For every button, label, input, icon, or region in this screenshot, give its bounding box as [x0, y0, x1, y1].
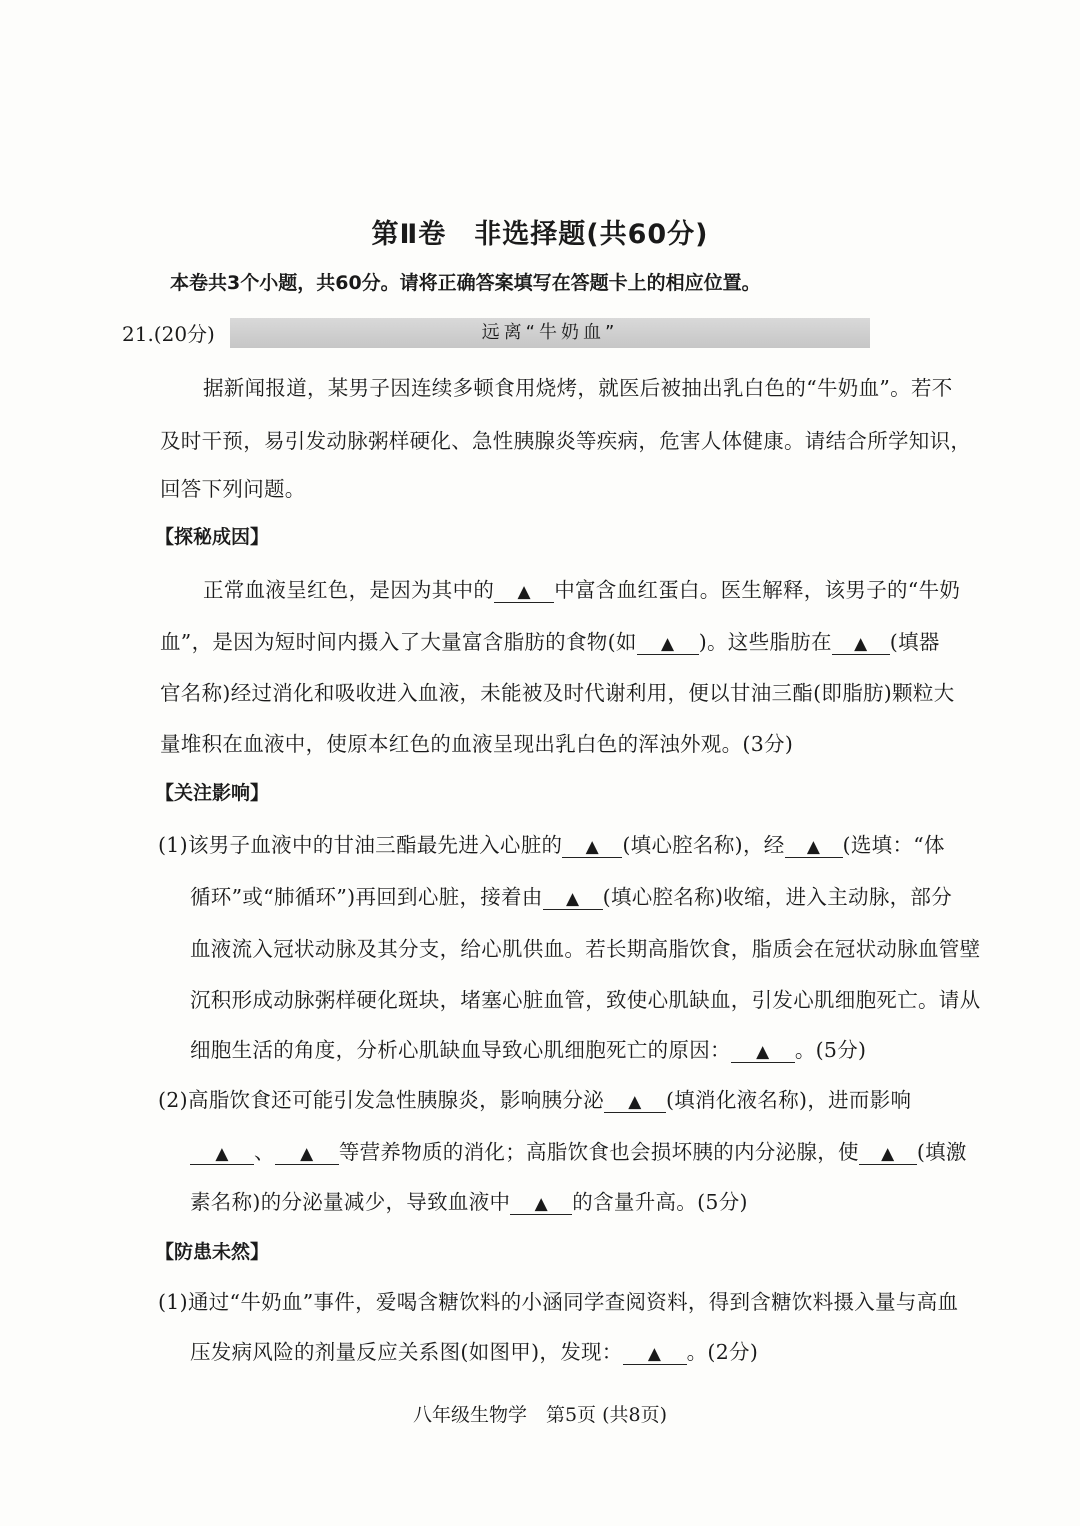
triangle-icon: ▲ [628, 1092, 642, 1112]
s1-line-1 [203, 573, 960, 603]
s2-q1-line-2 [190, 880, 952, 910]
s2-text: 循环”或“肺循环”)再回到心脏，接着由 [190, 885, 543, 909]
background-line-3: 回答下列问题。 [160, 477, 306, 501]
answer-blank[interactable] [543, 886, 603, 910]
s3-text: 。(2分) [686, 1340, 759, 1364]
triangle-icon: ▲ [647, 1344, 662, 1364]
s2-q2-line-2 [190, 1135, 967, 1165]
triangle-icon: ▲ [565, 889, 580, 909]
background-line-1: 据新闻报道，某男子因连续多顿食用烧烤，就医后被抽出乳白色的“牛奶血”。若不 [203, 376, 953, 400]
section-header-prevention: 【防患未然】 [155, 1241, 270, 1263]
answer-blank[interactable] [785, 834, 843, 858]
answer-blank[interactable] [859, 1141, 917, 1165]
s2-q1-line-1 [158, 828, 945, 858]
s2-text: (填心腔名称)收缩，进入主动脉，部分 [602, 885, 953, 909]
s2-text: (填消化液名称)，进而影响 [665, 1088, 912, 1112]
part-title: 第Ⅱ卷 非选择题(共60分) [371, 219, 709, 250]
answer-blank[interactable] [637, 631, 699, 655]
s1-text: 血”，是因为短时间内摄入了大量富含脂肪的食物(如 [160, 630, 637, 654]
s2-text: (填激 [916, 1140, 967, 1164]
s2-text: 素名称)的分泌量减少，导致血液中 [190, 1190, 511, 1214]
part-instructions: 本卷共3个小题，共60分。请将正确答案填写在答题卡上的相应位置。 [170, 272, 761, 294]
s2-text: (选填：“体 [842, 833, 945, 857]
section-header-effects: 【关注影响】 [155, 782, 270, 804]
question-number: 21.(20分) [122, 322, 215, 346]
answer-blank[interactable] [562, 834, 622, 858]
s1-text: (填器 [889, 630, 940, 654]
s2-text: 等营养物质的消化；高脂饮食也会损坏胰的内分泌腺，使 [338, 1140, 859, 1164]
page-footer: 八年级生物学 第5页 (共8页) [412, 1404, 668, 1426]
s1-line-4: 量堆积在血液中，使原本红色的血液呈现出乳白色的浑浊外观。(3分) [160, 732, 794, 756]
triangle-icon: ▲ [806, 837, 821, 857]
triangle-icon: ▲ [585, 837, 600, 857]
triangle-icon: ▲ [534, 1194, 548, 1214]
background-line-2: 及时干预，易引发动脉粥样硬化、急性胰腺炎等疾病，危害人体健康。请结合所学知识， [160, 429, 972, 453]
triangle-icon: ▲ [881, 1144, 895, 1164]
triangle-icon: ▲ [854, 634, 868, 654]
s1-text: )。这些脂肪在 [698, 630, 832, 654]
s2-text: 细胞生活的角度，分析心肌缺血导致心肌细胞死亡的原因： [190, 1038, 731, 1062]
s2-text: 的含量升高。(5分) [572, 1190, 748, 1214]
answer-blank[interactable] [510, 1191, 572, 1215]
triangle-icon: ▲ [215, 1144, 229, 1164]
s1-line-3: 官名称)经过消化和吸收进入血液，未能被及时代谢利用，便以甘油三酯(即脂肪)颗粒大 [160, 681, 955, 705]
triangle-icon: ▲ [300, 1144, 314, 1164]
s2-q1-line-4: 沉积形成动脉粥样硬化斑块，堵塞心脏血管，致使心肌缺血，引发心肌细胞死亡。请从 [190, 988, 981, 1012]
s2-q2-line-3 [190, 1185, 748, 1215]
answer-blank[interactable] [731, 1039, 795, 1063]
answer-blank[interactable] [604, 1089, 666, 1113]
answer-blank[interactable] [832, 631, 890, 655]
s1-text: 正常血液呈红色，是因为其中的 [203, 578, 495, 602]
s2-text: 。(5分) [794, 1038, 867, 1062]
answer-blank[interactable] [494, 579, 554, 603]
s2-text: (1)该男子血液中的甘油三酯最先进入心脏的 [158, 833, 563, 857]
triangle-icon: ▲ [661, 634, 675, 654]
s2-q2-line-1 [158, 1083, 911, 1113]
section-header-causes: 【探秘成因】 [155, 526, 270, 548]
s3-q1-line-2 [190, 1335, 758, 1365]
triangle-icon: ▲ [756, 1042, 770, 1062]
question-banner: 远离“牛奶血” [230, 318, 870, 348]
s2-text: (2)高脂饮食还可能引发急性胰腺炎，影响胰分泌 [158, 1088, 604, 1112]
s2-text: (填心腔名称)，经 [622, 833, 785, 857]
answer-blank[interactable] [275, 1141, 339, 1165]
s2-q1-line-5 [190, 1033, 866, 1063]
triangle-icon: ▲ [517, 582, 531, 602]
answer-blank[interactable] [623, 1341, 687, 1365]
answer-blank[interactable] [190, 1141, 254, 1165]
s2-text: 、 [254, 1140, 275, 1164]
s1-line-2 [160, 625, 940, 655]
s3-text: 压发病风险的剂量反应关系图(如图甲)，发现： [190, 1340, 623, 1364]
s3-q1-line-1: (1)通过“牛奶血”事件，爱喝含糖饮料的小涵同学查阅资料，得到含糖饮料摄入量与高血 [158, 1290, 959, 1314]
s1-text: 中富含血红蛋白。医生解释，该男子的“牛奶 [554, 578, 961, 602]
s2-q1-line-3: 血液流入冠状动脉及其分支，给心肌供血。若长期高脂饮食，脂质会在冠状动脉血管壁 [190, 937, 981, 961]
